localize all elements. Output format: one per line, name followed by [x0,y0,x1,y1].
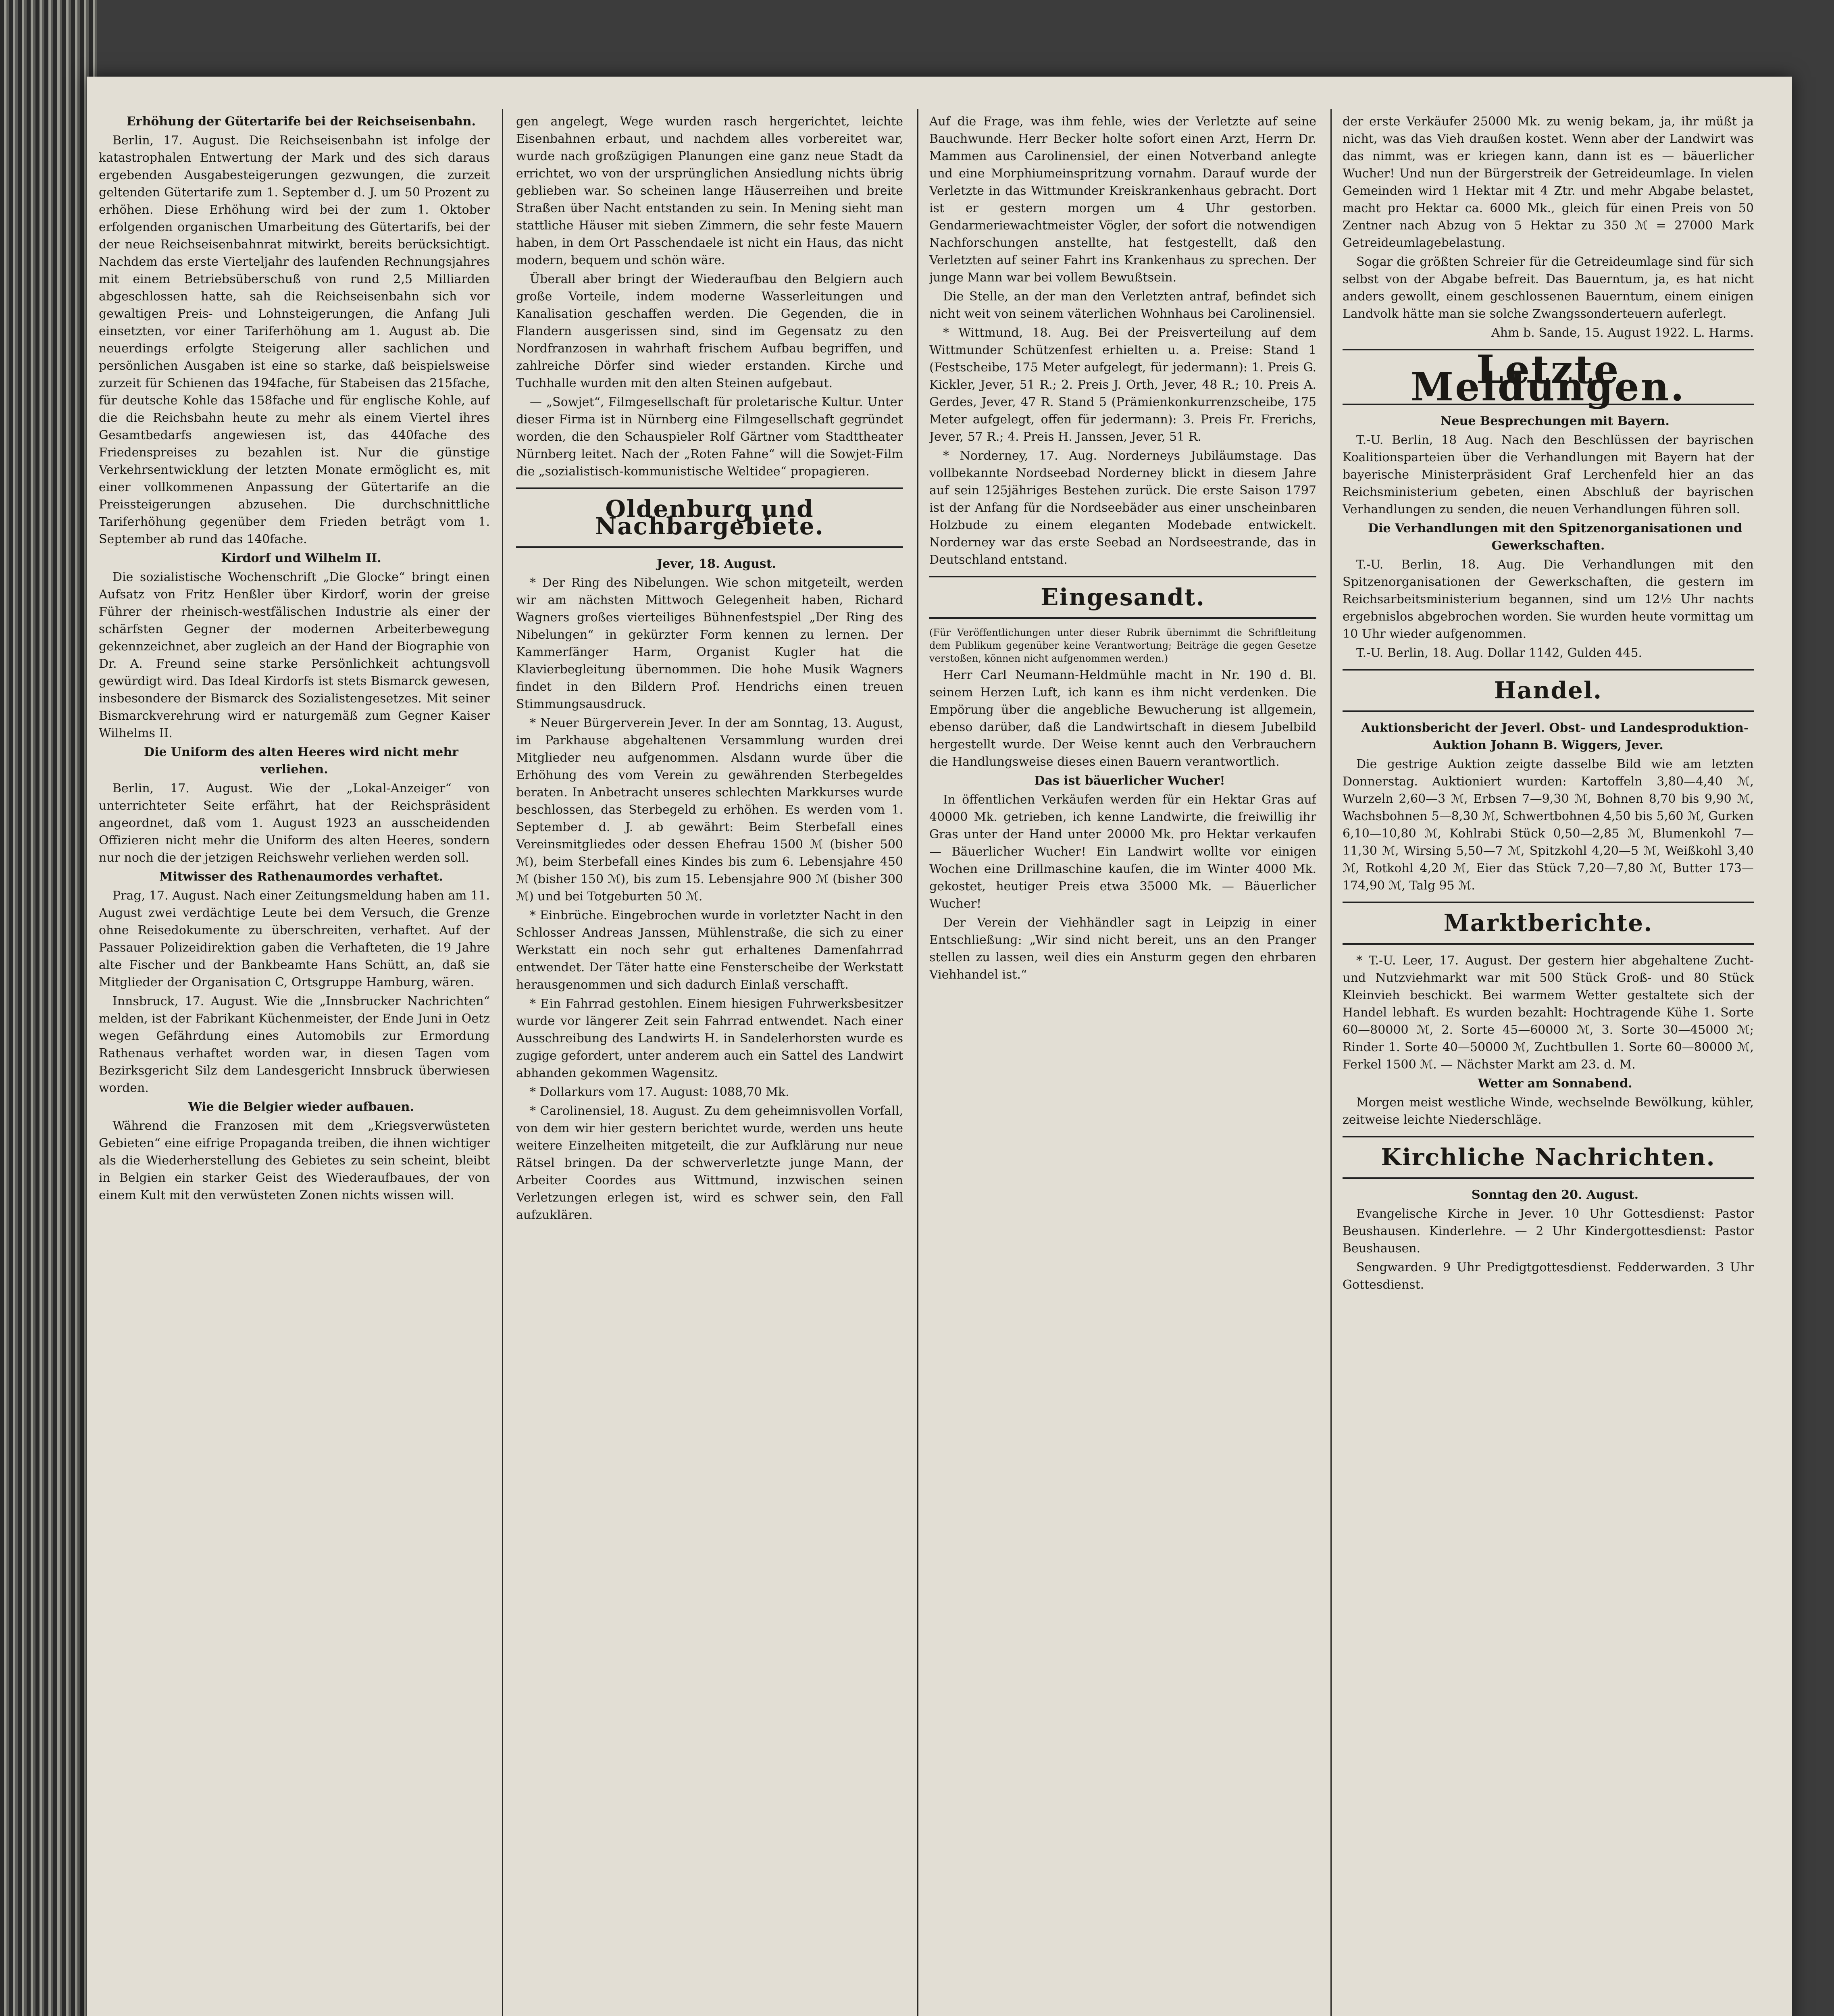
article-heading: Mitwisser des Rathenaumordes verhaftet. [159,870,443,884]
article-paragraph: Sogar die größten Schreier für die Getreideumlage sind für sich selbst von der Abgabe befreit. Das Bauerntum, ja, es hat nicht anders gewollt, einem geschlossenen Bauerntum, einem einigen Landvolk hätte man sie solche Zwangssonderteuern auferlegt. [1343,255,1754,321]
dollar-rate: T.-U. Berlin, 18. Aug. Dollar 1142, Gulden 445. [1356,646,1642,660]
latest-news-title: Letzte Meldungen. [1411,347,1686,410]
section-title: Eingesandt. [1041,583,1205,611]
article-paragraph: T.-U. Berlin, 18 Aug. Nach den Beschlüssen der bayrischen Koalitionsparteien über die Verhandlungen mit Bayern hat der bayerische Ministerpräsident Graf Lerchenfeld hier an das Reichsministerium gebeten, einen Abschluß der bayrischen Verhandlungen zu senden, die neuen Verhandlungen führen soll. [1343,433,1754,516]
article-paragraph: Evangelische Kirche in Jever. 10 Uhr Gottesdienst: Pastor Beushausen. Kinderlehre. — 2 Uhr Kindergottesdienst: Pastor Beushausen. [1343,1207,1754,1256]
section-title: Oldenburg und Nachbargebiete. [595,495,824,540]
section-title: Marktberichte. [1443,909,1653,937]
article-paragraph: Die Stelle, an der man den Verletzten antraf, befindet sich nicht weit von seinem väterlichen Wohnhaus bei Carolinensiel. [929,289,1316,321]
column-1 [99,113,490,2016]
dateline: Jever, 18. August. [656,557,776,571]
column-rule [1330,109,1332,2016]
newspaper-page [87,77,1792,2016]
article-subheading: Die Verhandlungen mit den Spitzenorganisationen und Gewerkschaften. [1368,521,1742,553]
article-paragraph: der erste Verkäufer 25000 Mk. zu wenig bekam, ja, ihr müßt ja nicht, was das Vieh draußen kostet. Wenn aber der Landwirt was das nimmt, was er kriegen kann, dann ist es — bäuerlicher Wucher! Und nun der Bürgerstreik der Getreideumlage. In vielen Gemeinden wird 1 Hektar mit 4 Ztr. und mehr Abgabe belastet, macht pro Hektar ca. 6000 Mk., gleich für einen Preis von 50 Zentner nach Abzug von 5 Hektar zu 350 ℳ = 27000 Mark Getreideumlagebelastung. [1343,115,1754,250]
column-rule [917,109,918,2016]
article-paragraph: * Einbrüche. Eingebrochen wurde in vorletzter Nacht in den Schlosser Andreas Janssen, Mühlenstraße, die sich zu einer Werkstatt ein noch sehr gut erhaltenes Damenfahrrad entwendet. Der Täter hatte eine Fensterscheibe der Werkstatt herausgenommen und sich dadurch Einlaß verschafft. [516,908,903,992]
disclaimer: (Für Veröffentlichungen unter dieser Rubrik übernimmt die Schriftleitung dem Publikum gegenüber keine Verantwortung; Beiträge die gegen Gesetze verstoßen, können nicht aufgenommen werden.) [929,627,1316,664]
article-paragraph: * Ein Fahrrad gestohlen. Einem hiesigen Fuhrwerksbesitzer wurde vor längerer Zeit sein Fahrrad entwendet. Nach einer Ausschreibung des Landwirts H. in Sandelerhorsten wurde es zugige gefordert, unter anderem auch ein Sattel des Landwirt abhanden gekommen Wagensitz. [516,997,903,1080]
article-paragraph: Während die Franzosen mit dem „Kriegsverwüsteten Gebieten“ eine eifrige Propaganda treiben, die ihnen wichtiger als die Wiederherstellung des Gebietes zu sein scheint, bleibt in Belgien ein starker Geist des Wiederaufbaues, der von einem Kult mit den verwüsteten Zonen nichts wissen will. [99,1119,490,1202]
article-subheading: Neue Besprechungen mit Bayern. [1441,414,1670,428]
article-heading: Kirdorf und Wilhelm II. [221,551,381,565]
article-paragraph: Prag, 17. August. Nach einer Zeitungsmeldung haben am 11. August zwei verdächtige Leute bei dem Versuch, die Grenze ohne Reisedokumente zu überschreiten, verhaftet. Auf der Passauer Polizeidirektion gaben die Verhafteten, die 19 Jahre alte Fischer und der Bankbeamte Hans Schütt, an, daß sie Mitglieder der Organisation C, Ortsgruppe Hamburg, wären. [99,889,490,989]
signature: Ahm b. Sande, 15. August 1922. L. Harms. [1491,326,1754,340]
article-paragraph: * Norderney, 17. Aug. Norderneys Jubiläumstage. Das vollbekannte Nordseebad Norderney blickt in diesem Jahre auf sein 125jähriges Bestehen zurück. Die erste Saison 1797 ist der Anfang für die Nordseebäder aus einer unscheinbaren Holzbude zu einem eleganten Modebade entwickelt. Norderney war das erste Seebad an Nordseestrande, das in Deutschland entstand. [929,449,1316,567]
section-title-box [1343,1136,1754,1179]
article-paragraph: — „Sowjet“, Filmgesellschaft für proletarische Kultur. Unter dieser Firma ist in Nürnberg eine Filmgesellschaft gegründet worden, die den Schauspieler Rolf Gärtner vom Stadttheater Nürnberg leitet. Nach der „Roten Fahne“ will die Sowjet-Film die „sozialistisch-kommunistische Weltidee“ propagieren. [516,395,903,479]
article-paragraph: * T.-U. Leer, 17. August. Der gestern hier abgehaltene Zucht- und Nutzviehmarkt war mit 500 Stück Groß- und 80 Stück Kleinvieh beschickt. Bei warmem Wetter gestaltete sich der Handel lebhaft. Es wurden bezahlt: Hochtragende Kühe 1. Sorte 60—80000 ℳ, 2. Sorte 45—60000 ℳ, 3. Sorte 30—45000 ℳ; Rinder 1. Sorte 40—50000 ℳ, Zuchtbullen 1. Sorte 60—80000 ℳ, Ferkel 1500 ℳ. — Nächster Markt am 23. d. M. [1343,954,1754,1072]
article-paragraph: * Wittmund, 18. Aug. Bei der Preisverteilung auf dem Wittmunder Schützenfest erhielten u. a. Preise: Stand 1 (Festscheibe, 175 Meter aufgelegt, für jedermann): 1. Preis G. Kickler, Jever, 51 R.; 2. Preis J. Orth, Jever, 48 R.; 10. Preis A. Gerdes, Jever, 47 R. Stand 5 (Prämienkonkurrenzscheibe, 175 Meter aufgelegt, offen für jedermann): 3. Preis Fr. Frerichs, Jever, 57 R.; 4. Preis H. Janssen, Jever, 51 R. [929,326,1316,444]
article-paragraph: Auf die Frage, was ihm fehle, wies der Verletzte auf seine Bauchwunde. Herr Becker holte sofort einen Arzt, Herrn Dr. Mammen aus Carolinensiel, der einen Notverband anlegte und eine Morphiumeinspritzung vornahm. Darauf wurde der Verletzte in das Wittmunder Kreiskrankenhaus gebracht. Dort ist er gestern morgen um 4 Uhr gestorben. Gendarmeriewachtmeister Vögler, der sofort die notwendigen Nachforschungen anstellte, hat festgestellt, daß den Verletzten auf seiner Fahrt ins Krankenhaus zu sprechen. Der junge Mann war bei vollem Bewußtsein. [929,115,1316,285]
column-2 [516,113,903,2016]
article-paragraph: * Carolinensiel, 18. August. Zu dem geheimnisvollen Vorfall, von dem wir hier gestern berichtet wurde, werden uns heute weitere Einzelheiten mitgeteilt, die zur Aufklärung nur neue Rätsel bringen. Da der schwerverletzte junge Mann, der Arbeiter Coordes aus Wittmund, inzwischen seinen Verletzungen erlegen ist, wird es schwer sein, den Fall aufzuklären. [516,1104,903,1222]
article-paragraph: gen angelegt, Wege wurden rasch hergerichtet, leichte Eisenbahnen erbaut, und nachdem alles vorbereitet war, wurde nach großzügigen Planungen eine ganz neue Stadt da errichtet, wo von der ursprünglichen Ansiedlung nichts übrig geblieben war. So scheinen lange Häuserreihen und breite Straßen über Nacht entstanden zu sein. In Mening sieht man stattliche Häuser mit sieben Zimmern, die sehr feste Mauern haben, in dem Ort Passchendaele ist nicht ein Haus, das nicht modern, bequem und schön wäre. [516,115,903,267]
article-paragraph: Die sozialistische Wochenschrift „Die Glocke“ bringt einen Aufsatz von Fritz Henßler über Kirdorf, worin der greise Führer der rheinisch-westfälischen Industrie als einer der schärfsten Gegner der modernen Arbeiterbewegung gekennzeichnet, aber zugleich an der Hand der Biographie von Dr. A. Freund seine starke Persönlichkeit achtungsvoll gewürdigt wird. Das Ideal Kirdorfs ist stets Bismarck gewesen, insbesondere der Bismarck des Sozialistengesetzes. Mit seiner Bismarckverehrung wird er naturgemäß zum Gegner Kaiser Wilhelms II. [99,570,490,740]
latest-news-box [1343,347,1754,410]
article-paragraph: * Neuer Bürgerverein Jever. In der am Sonntag, 13. August, im Parkhause abgehaltenen Versammlung wurden drei Mitglieder neu aufgenommen. Alsdann wurde über die Erhöhung des vom Verein zu gewährenden Sterbegeldes beraten. In Anbetracht unseres schlechten Markkurses wurde beschlossen, das Sterbegeld zu erhöhen. Es werden vom 1. September d. J. ab gewährt: Beim Sterbefall eines Vereinsmitgliedes oder dessen Ehefrau 1500 ℳ (bisher 500 ℳ), beim Sterbefall eines Kindes bis zum 6. Lebensjahre 450 ℳ (bisher 150 ℳ), bis zum 15. Lebensjahre 900 ℳ (bisher 300 ℳ) und bei Totgeburten 50 ℳ. [516,716,903,904]
weather-text: Morgen meist westliche Winde, wechselnde Bewölkung, kühler, zeitweise leichte Niederschläge. [1343,1095,1754,1127]
article-paragraph: * Dollarkurs vom 17. August: 1088,70 Mk. [530,1085,789,1099]
article-subheading: Auktionsbericht der Jeverl. Obst- und Landesproduktion-Auktion Johann B. Wiggers, Jever. [1361,721,1749,752]
article-paragraph: Innsbruck, 17. August. Wie die „Innsbrucker Nachrichten“ melden, ist der Fabrikant Küchenmeister, der Ende Juni in Oetz wegen Gefährdung eines Automobils zur Ermordung Rathenaus verhaftet worden war, in diesen Tagen vom Bezirksgericht Silz dem Landesgericht Innsbruck überwiesen worden. [99,994,490,1095]
article-paragraph: In öffentlichen Verkäufen werden für ein Hektar Gras auf 40000 Mk. getrieben, ich kenne Landwirte, die freiwillig ihr Gras unter der Hand unter 20000 Mk. pro Hektar verkaufen — Bäuerlicher Wucher! Ein Landwirt wollte vor einigen Wochen eine Drillmaschine kaufen, die im Winter 4000 Mk. gekostet, heutiger Preis etwa 35000 Mk. — Bäuerlicher Wucher! [929,793,1316,911]
article-paragraph: T.-U. Berlin, 18. Aug. Die Verhandlungen mit den Spitzenorganisationen der Gewerkschaften, die gestern im Reichsarbeitsministerium begannen, sind um 12½ Uhr nachts ergebnislos abgebrochen worden. Sie wurden heute vormittag um 10 Uhr wieder aufgenommen. [1343,558,1754,641]
section-title-box [1343,902,1754,945]
article-subheading: Sonntag den 20. August. [1471,1188,1639,1202]
article-subheading: Das ist bäuerlicher Wucher! [1034,774,1225,788]
section-title-box [929,576,1316,619]
article-paragraph: Der Verein der Viehhändler sagt in Leipzig in einer Entschließung: „Wir sind nicht bereit, uns an den Pranger stellen zu lassen, weil dies ein Ansturm gegen den ehrbaren Viehhandel ist.“ [929,916,1316,982]
article-heading: Die Uniform des alten Heeres wird nicht mehr verliehen. [144,745,458,777]
column-rule [502,109,503,2016]
article-paragraph: * Der Ring des Nibelungen. Wie schon mitgeteilt, werden wir am nächsten Mittwoch Gelegenheit haben, Richard Wagners großes vierteiliges Bühnenfestspiel „Der Ring des Nibelungen“ in gekürzter Form kennen zu lernen. Der Kammerfänger Harm, Organist Kugler hat die Klavierbegleitung übernommen. Die hohe Musik Wagners findet in den Bildern Prof. Hendrichs einen treuen Stimmungsausdruck. [516,576,903,711]
weather-heading: Wetter am Sonnabend. [1478,1077,1632,1091]
article-paragraph: Berlin, 17. August. Wie der „Lokal-Anzeiger“ von unterrichteter Seite erfährt, hat der Reichspräsident angeordnet, daß vom 1. August 1923 an ausscheidenden Offizieren nicht mehr die Uniform des alten Heeres, sondern nur noch die der jetzigen Reichswehr verliehen werden soll. [99,781,490,865]
section-title-box [1343,669,1754,712]
article-paragraph: Herr Carl Neumann-Heldmühle macht in Nr. 190 d. Bl. seinem Herzen Luft, ich kann es ihm nicht verdenken. Die Empörung über die angebliche Bewucherung ist allgemein, ebenso darüber, daß die Landwirtschaft in diesem Jubelbild hergestellt wurde. Der Weise kennt auch den Verbrauchern die Handlungsweise dieses einen Bauern verantwortlich. [929,668,1316,769]
section-title: Kirchliche Nachrichten. [1381,1143,1715,1171]
article-paragraph: Überall aber bringt der Wiederaufbau den Belgiern auch große Vorteile, indem moderne Wasserleitungen und Kanalisation geschaffen werden. Die Gegenden, die in Flandern ausgerissen sind, sind im Gegensatz zu den Nordfranzosen in wahrhaft frischem Aufbau begriffen, und zahlreiche Dörfer sind wieder erstanden. Kirche und Tuchhalle wurden mit den alten Steinen aufgebaut. [516,272,903,390]
column-3 [929,113,1316,2016]
column-4 [1343,113,1754,2016]
book-edge [0,0,97,2016]
article-heading: Erhöhung der Gütertarife bei der Reichseisenbahn. [126,115,476,129]
article-paragraph: Berlin, 17. August. Die Reichseisenbahn ist infolge der katastrophalen Entwertung der Mark und des sich daraus ergebenden Ausgabesteigerungen gezwungen, die zurzeit geltenden Gütertarife zum 1. September d. J. um 50 Prozent zu erhöhen. Diese Erhöhung wird bei der zum 1. Oktober erfolgenden organischen Umarbeitung des Gütertarifs, bei der der neue Reichseisenbahnrat mitwirkt, bereits berücksichtigt. Nachdem das erste Vierteljahr des laufenden Rechnungsjahres mit einem Betriebsüberschuß von rund 2,5 Milliarden abgeschlossen hatte, sah die Reichseisenbahn sich vor gewaltigen Preis- und Lohnsteigerungen, die Anfang Juli einsetzten, vor einer Tariferhöhung am 1. August ab. Die neuerdings erfolgte Steigerung aller sachlichen und persönlichen Ausgaben ist eine so starke, daß beispielsweise zurzeit für Schienen das 194fache, für Stabeisen das 215fache, für deutsche Kohle das 158fache und für englische Kohle, auf die die Reichsbahn heute zu mehr als einem Viertel ihres Gesamtbedarfs angewiesen ist, das 440fache des Friedenspreises zu bezahlen ist. Nur die günstige Verkehrsentwicklung der letzten Monate ermöglicht es, mit einer vollkommenen Anpassung der Gütertarife an die Preissteigerungen abzusehen. Die durchschnittliche Tariferhöhung gegenüber dem Frieden beträgt vom 1. September ab rund das 140fache. [99,133,490,546]
section-title-box [516,487,903,548]
section-title: Handel. [1494,677,1603,704]
article-paragraph: Sengwarden. 9 Uhr Predigtgottesdienst. Fedderwarden. 3 Uhr Gottesdienst. [1343,1260,1754,1292]
article-paragraph: Die gestrige Auktion zeigte dasselbe Bild wie am letzten Donnerstag. Auktioniert wurden: Kartoffeln 3,80—4,40 ℳ, Wurzeln 2,60—3 ℳ, Erbsen 7—9,30 ℳ, Bohnen 8,70 bis 9,90 ℳ, Wachsbohnen 5—8,30 ℳ, Schwertbohnen 4,50 bis 5,60 ℳ, Gurken 6,10—10,80 ℳ, Kohlrabi Stück 0,50—2,85 ℳ, Blumenkohl 7—11,30 ℳ, Wirsing 5,50—7 ℳ, Spitzkohl 4,20—5 ℳ, Weißkohl 3,40 ℳ, Rotkohl 4,20 ℳ, Eier das Stück 7,20—7,80 ℳ, Butter 173—174,90 ℳ, Talg 95 ℳ. [1343,757,1754,893]
article-heading: Wie die Belgier wieder aufbauen. [188,1100,414,1114]
